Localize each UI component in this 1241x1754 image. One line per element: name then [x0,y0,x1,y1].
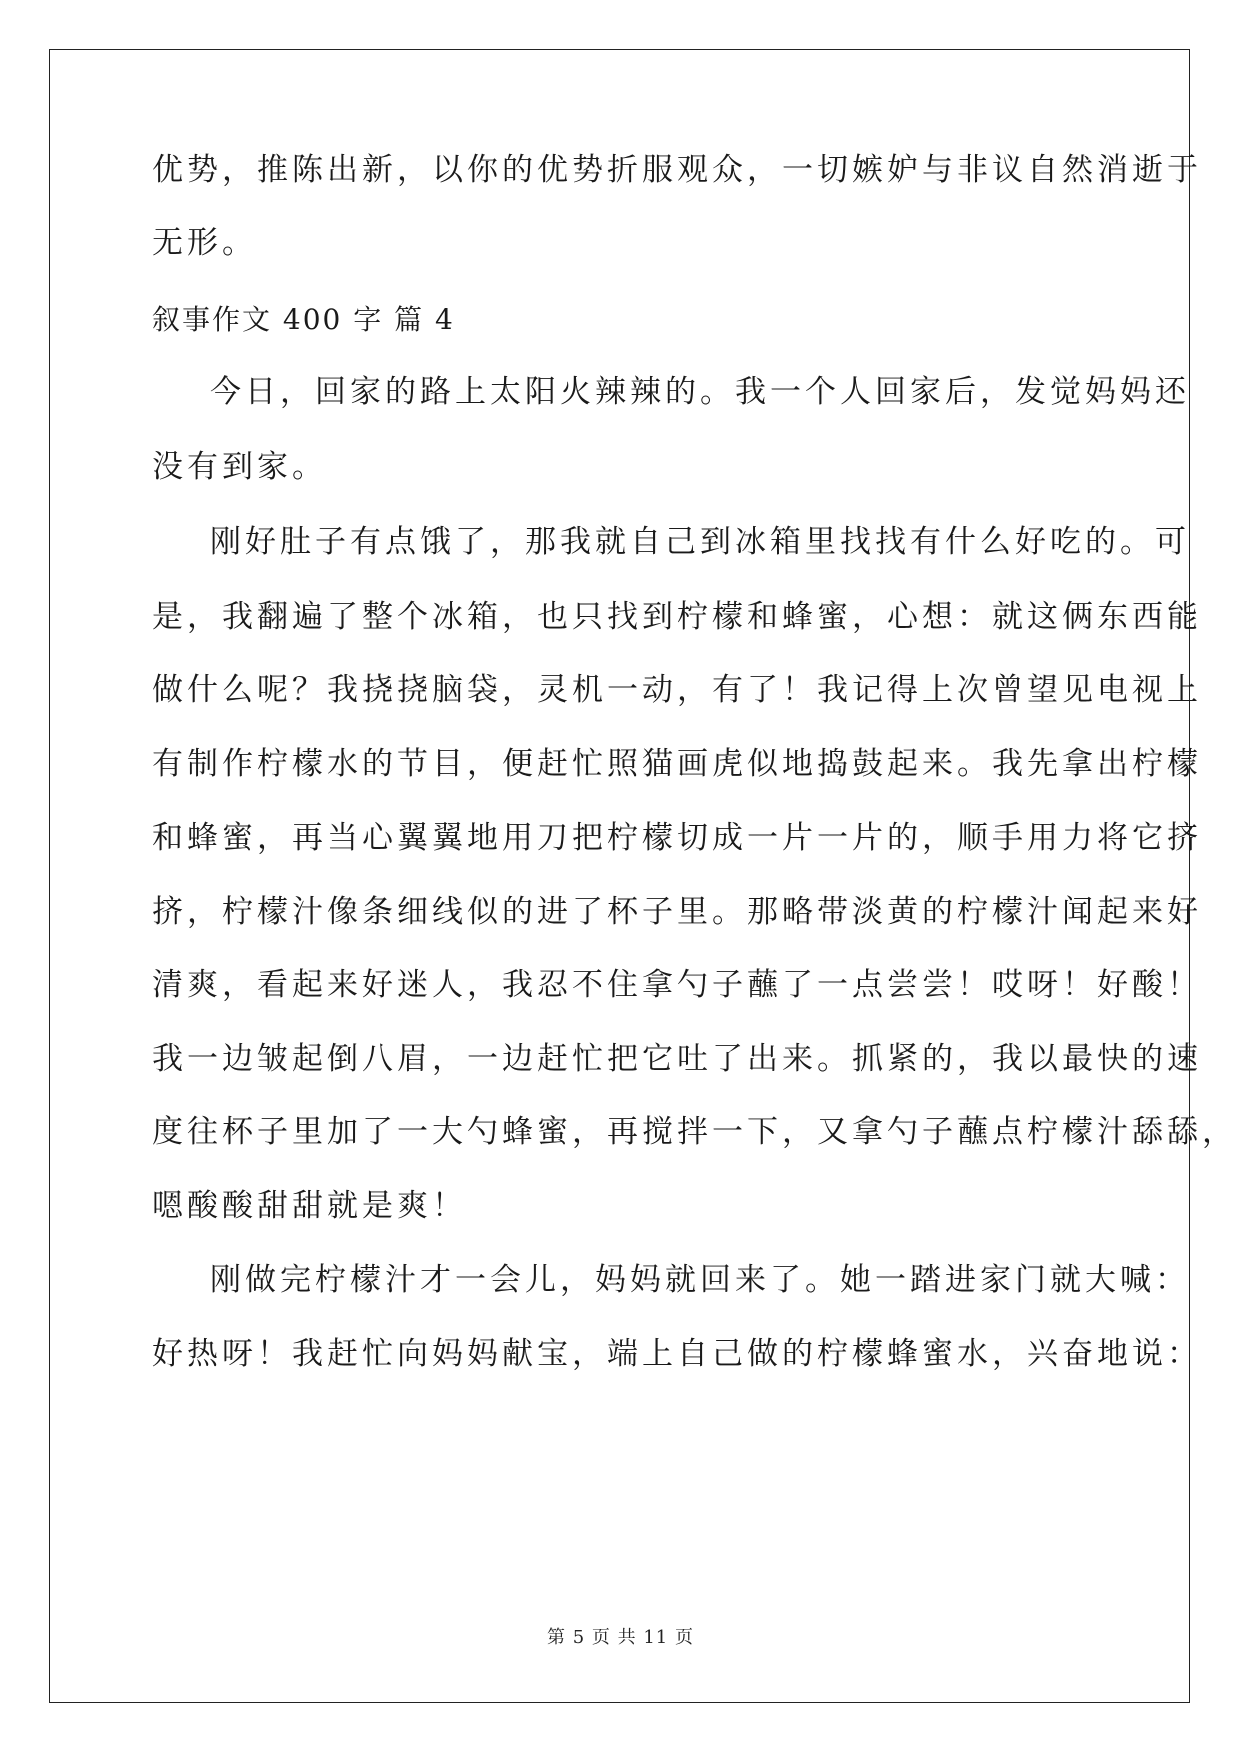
text-line: 优势，推陈出新，以你的优势折服观众，一切嫉妒与非议自然消逝于 [152,152,1202,188]
page-border [49,49,1190,1703]
text-line: 有制作柠檬水的节目，便赶忙照猫画虎似地捣鼓起来。我先拿出柠檬 [152,746,1202,782]
text-line: 和蜂蜜，再当心翼翼地用刀把柠檬切成一片一片的，顺手用力将它挤 [152,820,1202,856]
text-line: 没有到家。 [152,449,327,485]
text-line: 我一边皱起倒八眉，一边赶忙把它吐了出来。抓紧的，我以最快的速 [152,1041,1202,1077]
text-line: 清爽，看起来好迷人，我忍不住拿勺子蘸了一点尝尝！哎呀！好酸！ [152,967,1202,1003]
text-line: 刚好肚子有点饿了，那我就自己到冰箱里找找有什么好吃的。可 [210,524,1190,560]
text-line: 挤，柠檬汁像条细线似的进了杯子里。那略带淡黄的柠檬汁闻起来好 [152,894,1202,930]
text-line: 今日，回家的路上太阳火辣辣的。我一个人回家后，发觉妈妈还 [210,374,1190,410]
text-line: 嗯酸酸甜甜就是爽！ [152,1188,467,1224]
text-line: 是，我翻遍了整个冰箱，也只找到柠檬和蜂蜜，心想：就这俩东西能 [152,599,1202,635]
text-line: 刚做完柠檬汁才一会儿，妈妈就回来了。她一踏进家门就大喊： [210,1262,1190,1298]
text-line: 做什么呢？我挠挠脑袋，灵机一动，有了！我记得上次曾望见电视上 [152,672,1202,708]
text-line: 度往杯子里加了一大勺蜂蜜，再搅拌一下，又拿勺子蘸点柠檬汁舔舔， [152,1114,1237,1150]
page-number: 第 5 页 共 11 页 [547,1627,694,1648]
text-line: 无形。 [152,225,257,261]
section-heading: 叙事作文 400 字 篇 4 [152,303,455,336]
text-line: 好热呀！我赶忙向妈妈献宝，端上自己做的柠檬蜂蜜水，兴奋地说： [152,1336,1202,1372]
